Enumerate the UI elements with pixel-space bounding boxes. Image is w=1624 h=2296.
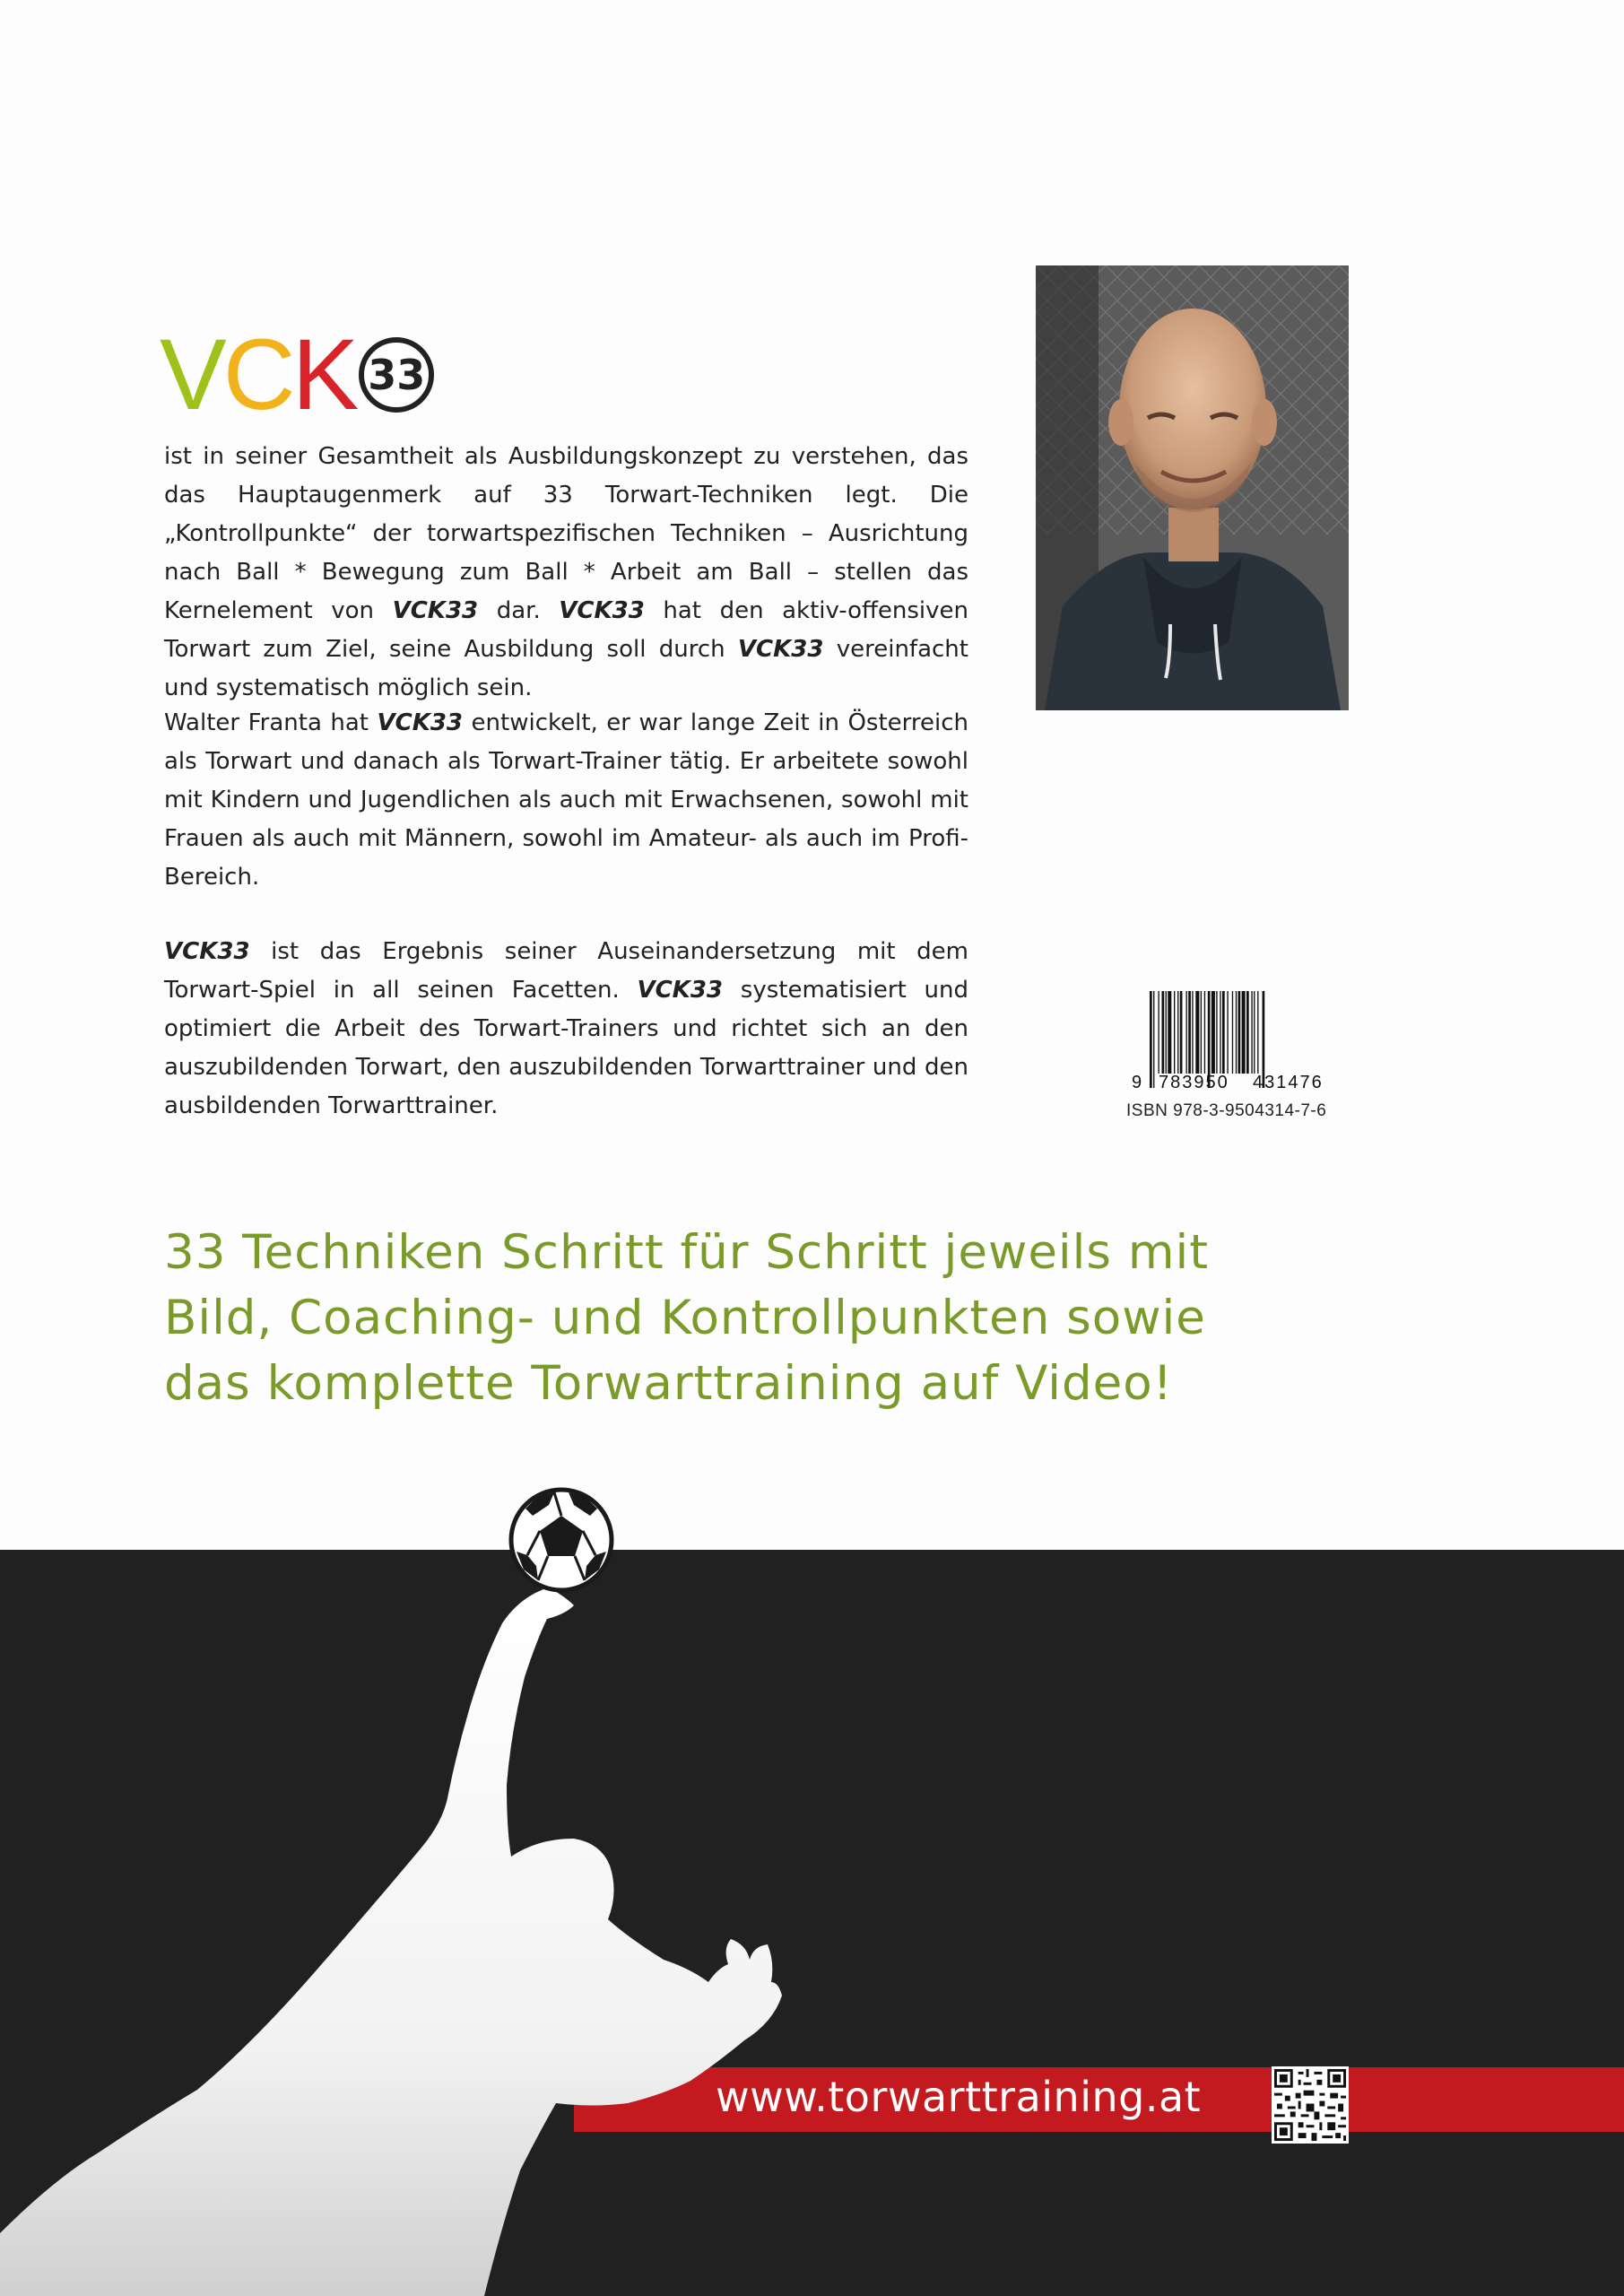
logo-letter-k: K (291, 318, 356, 430)
headline-line-1: 33 Techniken Schritt für Schritt jeweils mit (164, 1225, 1209, 1280)
brand-name-vck33: VCK33 (637, 977, 724, 1004)
paragraph-text: systematisiert und optimiert die Arbeit des Torwart-Trainers und richtet sich an den auszubildenden Torwart, den auszubildenden Torwarttrainer und den ausbildenden Torwarttrainer. (164, 977, 968, 1119)
brand-name-vck33: VCK33 (737, 636, 824, 663)
barcode-digits-right: 431476 (1253, 1073, 1324, 1092)
goalkeeper-body (0, 1587, 782, 2296)
brand-name-vck33: VCK33 (377, 709, 464, 736)
headline-line-2: Bild, Coaching- und Kontrollpunkten sowie (164, 1291, 1206, 1345)
website-url[interactable]: www.torwarttraining.at (716, 2073, 1202, 2121)
barcode-digit-left: 9 (1132, 1073, 1142, 1092)
paragraph-text: ist in seiner Gesamtheit als Ausbildungskonzept zu verstehen, das das Hauptaugenmerk auf 33 Torwart-Techniken legt. Die „Kontrollpunkte“ der torwartspezifischen Techniken – Ausrichtung nach Ball * Bewegung zum Ball * Arbeit am Ball – stellen das Kernelement von (164, 443, 968, 624)
paragraph-text: ist das Ergebnis seiner Auseinandersetzung mit dem Torwart-Spiel in all seinen Facetten. (164, 938, 968, 1004)
qr-code-pattern (1272, 2066, 1349, 2144)
paragraph-text: hat den aktiv-offensiven Torwart zum Ziel, seine Ausbildung soll durch (164, 597, 968, 663)
headline-line-3: das komplette Torwarttraining auf Video! (164, 1356, 1173, 1411)
logo-badge-33: 33 (359, 337, 434, 413)
paragraph-text: dar. (478, 597, 560, 624)
qr-code[interactable] (1272, 2066, 1349, 2144)
brand-name-vck33: VCK33 (392, 597, 479, 624)
isbn-number: ISBN 978-3-9504314-7-6 (1126, 1101, 1327, 1120)
barcode-digits (1132, 1073, 1351, 1096)
paragraph-text: entwickelt, er war lange Zeit in Österreich als Torwart und danach als Torwart-Trainer tätig. Er arbeitete sowohl mit Kindern und Jugendlichen als auch mit Erwachsenen, sowohl mit Frauen als auch mit Männern, sowohl im Amateur- als auch im Profi-Bereich. (164, 709, 968, 891)
brand-name-vck33: VCK33 (559, 597, 645, 624)
soccer-ball-icon (511, 1490, 612, 1590)
paragraph-text: Walter Franta hat (164, 709, 378, 736)
brand-name-vck33: VCK33 (164, 938, 250, 965)
paragraph-text: vereinfacht und systematisch möglich sein. (164, 636, 968, 701)
logo-letter-c: C (222, 318, 292, 430)
logo-letter-v: V (160, 318, 223, 430)
barcode-digits-middle: 783950 (1159, 1073, 1229, 1092)
